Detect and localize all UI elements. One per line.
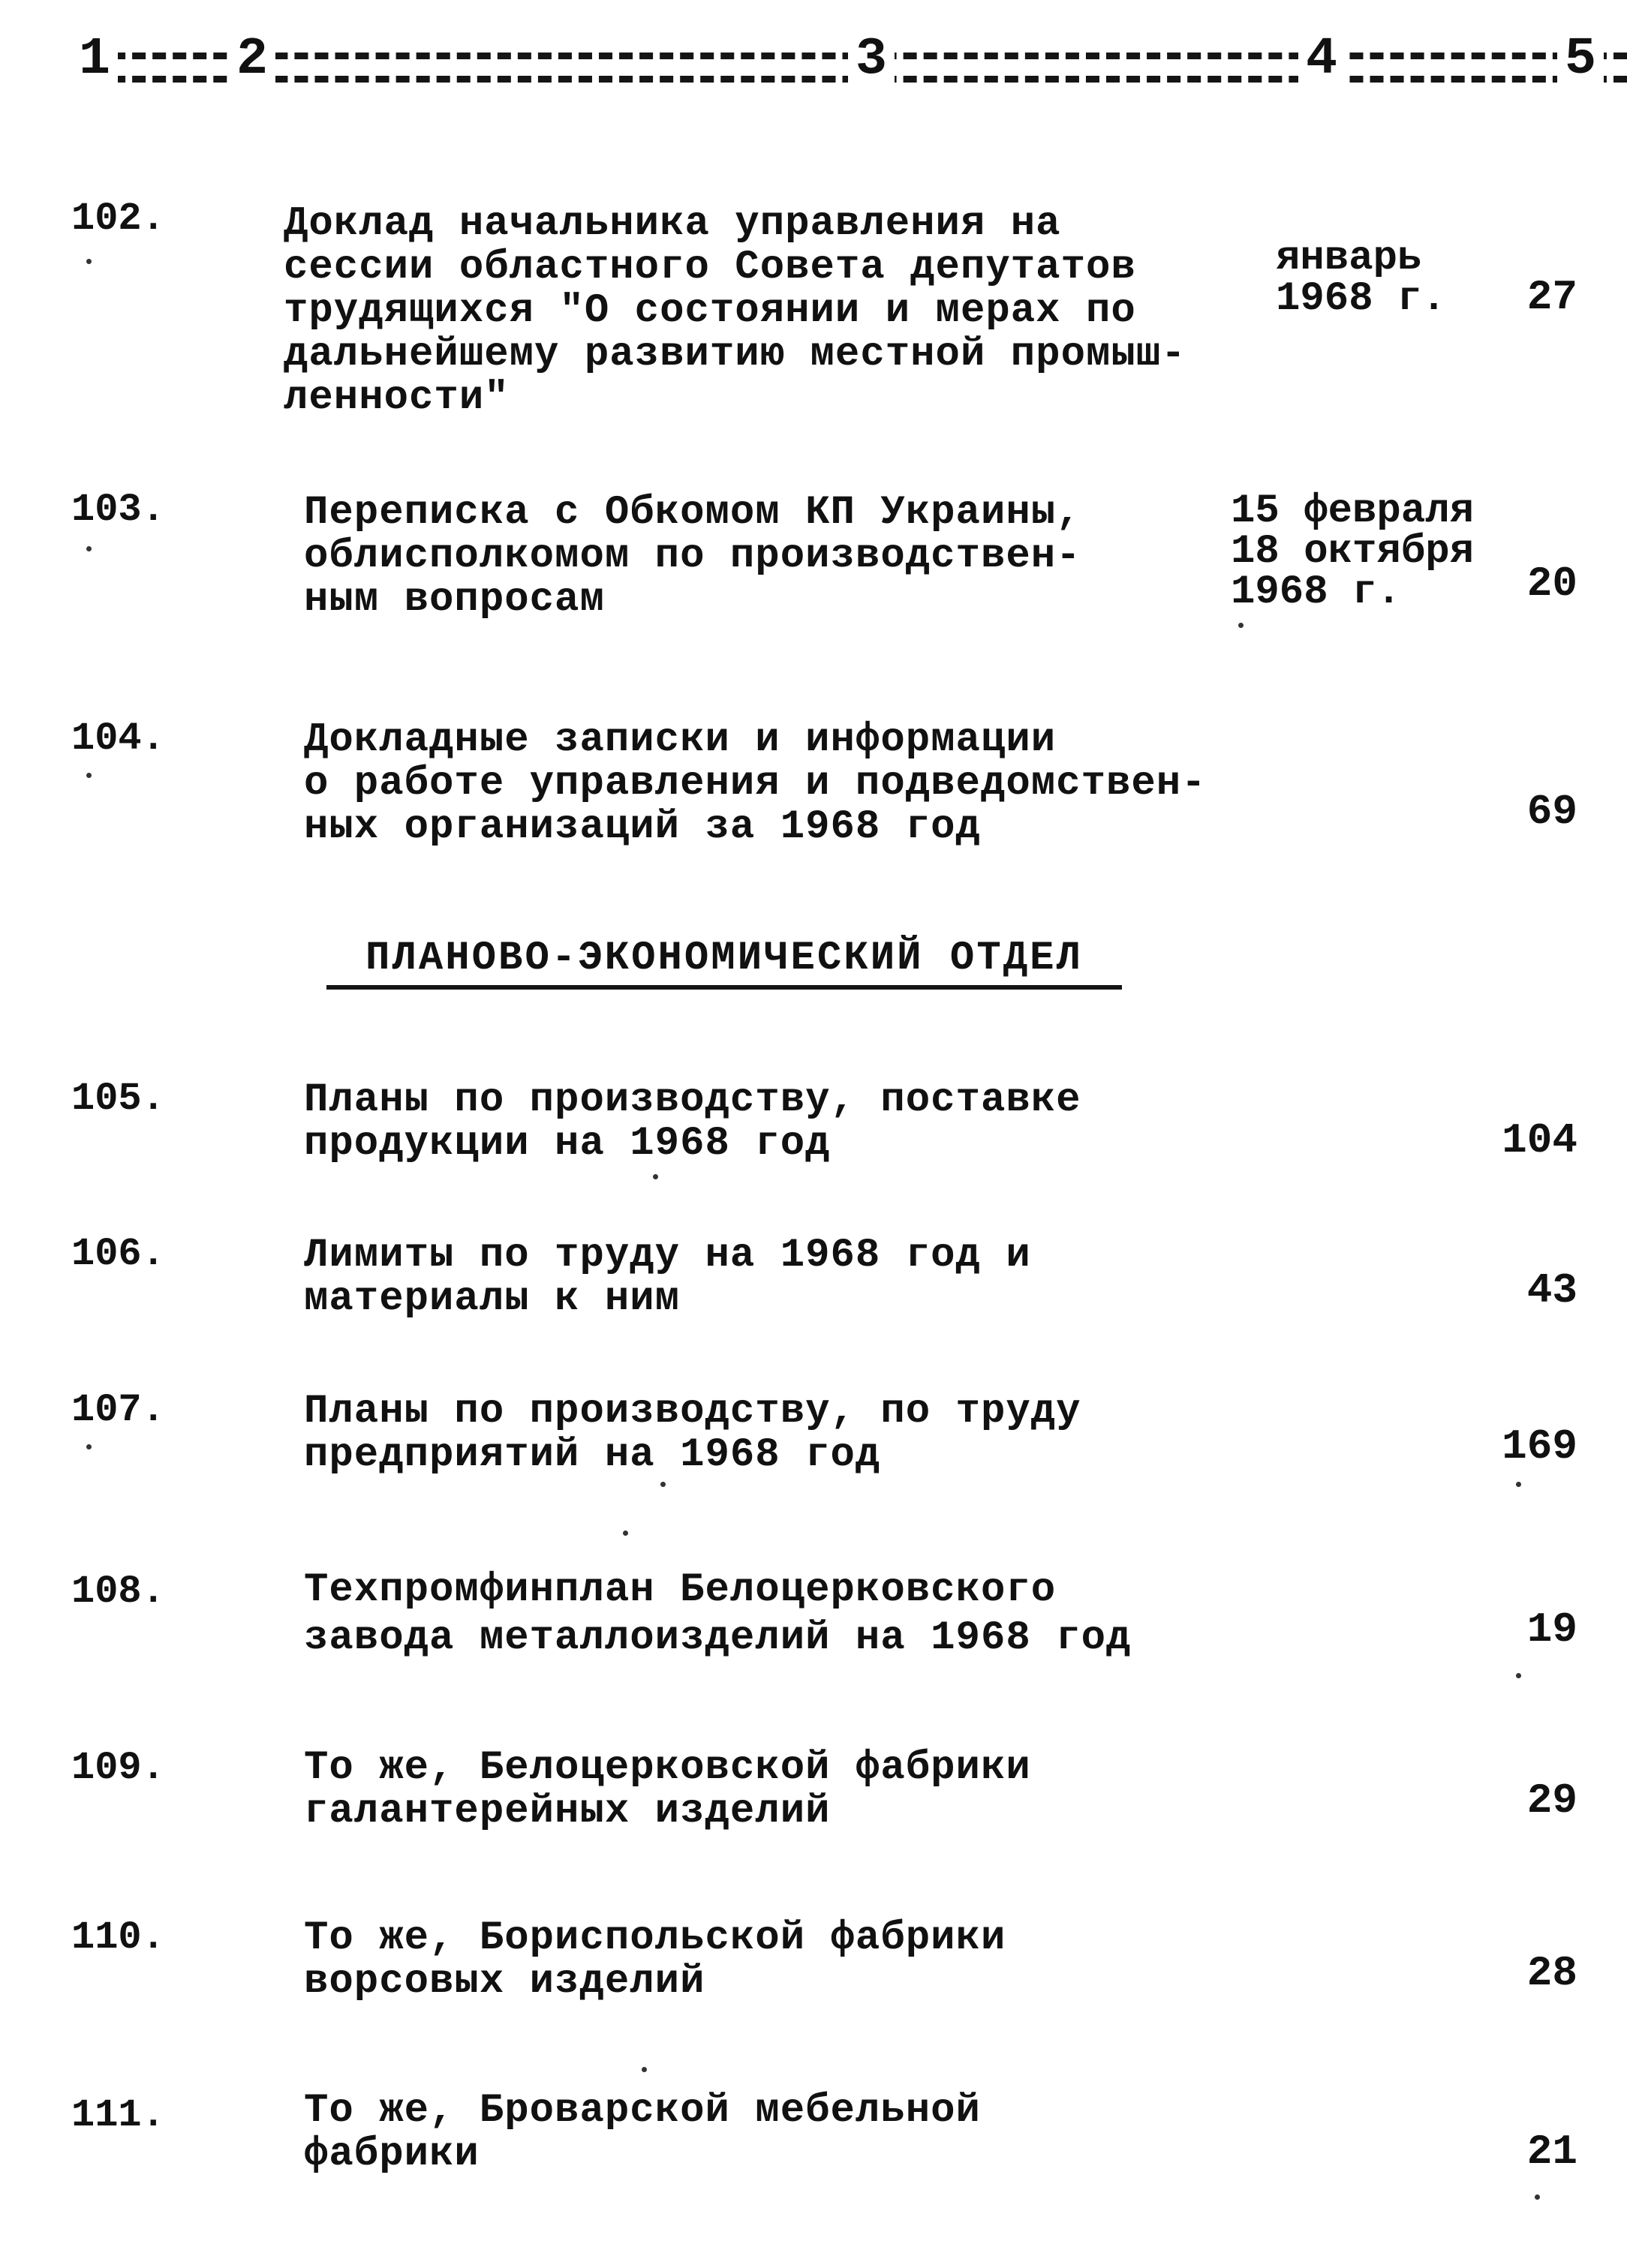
entry-title-line: завода металлоизделий на 1968 год bbox=[304, 1615, 1132, 1661]
entry-date-line: 18 октября bbox=[1231, 529, 1475, 575]
entry-title bbox=[304, 719, 1219, 849]
entry-page-count: 43 bbox=[1526, 1266, 1577, 1314]
entry-title-line: Техпромфинплан Белоцерковского bbox=[304, 1567, 1057, 1613]
entry-title-line: Доклад начальника управления на bbox=[284, 201, 1061, 247]
entry-title bbox=[304, 1747, 1219, 1834]
section-underline bbox=[326, 985, 1122, 990]
entry-page-count: 19 bbox=[1526, 1606, 1577, 1654]
scan-speck bbox=[1516, 1673, 1521, 1678]
entry-title-line: То же, Бориспольской фабрики bbox=[304, 1915, 1006, 1961]
entry-title bbox=[304, 491, 1219, 622]
scan-speck bbox=[86, 546, 92, 551]
entry-page-count: 20 bbox=[1526, 560, 1577, 608]
entry-page-count: 169 bbox=[1502, 1422, 1577, 1470]
entry-title-line: материалы к ним bbox=[304, 1276, 681, 1322]
scan-speck bbox=[1516, 1482, 1521, 1487]
entry-page-count: 21 bbox=[1526, 2128, 1577, 2176]
entry-date-line: 1968 г. bbox=[1276, 276, 1446, 322]
entry-title-line: продукции на 1968 год bbox=[304, 1121, 831, 1167]
scan-speck bbox=[653, 1174, 658, 1179]
entry-title-line: о работе управления и подведомствен- bbox=[304, 761, 1207, 807]
entry-title bbox=[284, 203, 1199, 420]
entry-title-line: То же, Белоцерковской фабрики bbox=[304, 1745, 1031, 1791]
entry-page-count: 104 bbox=[1502, 1116, 1577, 1164]
entry-title-line: Докладные записки и информации bbox=[304, 717, 1057, 763]
scan-speck bbox=[1238, 623, 1244, 628]
entry-title-line: предприятий на 1968 год bbox=[304, 1432, 881, 1478]
scan-speck bbox=[86, 1444, 92, 1449]
column-number-2: 2 bbox=[229, 30, 275, 90]
entry-title-line: галантерейных изделий bbox=[304, 1789, 831, 1834]
entry-number: 107. bbox=[71, 1388, 165, 1432]
entry-title bbox=[304, 1079, 1219, 1166]
entry-page-count: 29 bbox=[1526, 1777, 1577, 1825]
entry-title-line: дальнейшему развитию местной промыш- bbox=[284, 332, 1186, 377]
entry-number: 104. bbox=[71, 716, 165, 761]
scan-speck bbox=[623, 1531, 628, 1536]
entry-page-count: 28 bbox=[1526, 1949, 1577, 1997]
entry-number: 109. bbox=[71, 1746, 165, 1790]
column-number-3: 3 bbox=[848, 30, 895, 90]
entry-number: 103. bbox=[71, 488, 165, 532]
entry-number: 102. bbox=[71, 197, 165, 241]
entry-number: 106. bbox=[71, 1232, 165, 1276]
scan-speck bbox=[86, 773, 92, 778]
entry-title-line: ворсовых изделий bbox=[304, 1959, 705, 2005]
entry-date-line: 1968 г. bbox=[1231, 569, 1401, 615]
scan-speck bbox=[86, 259, 92, 264]
column-number-4: 4 bbox=[1298, 30, 1345, 90]
entry-title-line: трудящихся "О состоянии и мерах по bbox=[284, 288, 1136, 334]
scan-speck bbox=[1535, 2194, 1540, 2200]
entry-title-line: ленности" bbox=[284, 375, 510, 421]
scan-speck bbox=[642, 2067, 647, 2072]
entry-title-line: ным вопросам bbox=[304, 577, 605, 623]
entry-title bbox=[304, 1917, 1219, 2004]
entry-page-count: 69 bbox=[1526, 788, 1577, 836]
entry-number: 108. bbox=[71, 1570, 165, 1614]
entry-title-line: облисполкомом по производствен- bbox=[304, 533, 1081, 579]
column-number-5: 5 bbox=[1557, 30, 1604, 90]
entry-title-line: фабрики bbox=[304, 2131, 480, 2177]
entry-title bbox=[304, 1234, 1219, 1321]
scan-speck bbox=[660, 1482, 666, 1487]
entry-title bbox=[304, 2089, 1219, 2176]
entry-title bbox=[304, 1567, 1219, 1663]
entry-date-line: 15 февраля bbox=[1231, 488, 1475, 534]
entry-number: 110. bbox=[71, 1915, 165, 1960]
entry-title-line: То же, Броварской мебельной bbox=[304, 2088, 981, 2134]
entry-page-count: 27 bbox=[1526, 273, 1577, 321]
entry-number: 105. bbox=[71, 1077, 165, 1121]
column-number-1: 1 bbox=[71, 30, 118, 90]
entry-number: 111. bbox=[71, 2093, 165, 2137]
entry-title-line: Планы по производству, поставке bbox=[304, 1077, 1081, 1123]
section-heading: ПЛАНОВО-ЭКОНОМИЧЕСКИЙ ОТДЕЛ bbox=[365, 936, 1083, 981]
entry-date-line: январь bbox=[1276, 236, 1422, 281]
entry-title-line: Планы по производству, по труду bbox=[304, 1389, 1081, 1434]
entry-title-line: Переписка с Обкомом КП Украины, bbox=[304, 490, 1081, 536]
entry-title-line: ных организаций за 1968 год bbox=[304, 804, 981, 850]
entry-title-line: Лимиты по труду на 1968 год и bbox=[304, 1233, 1031, 1278]
entry-title-line: сессии областного Совета депутатов bbox=[284, 245, 1136, 290]
entry-title bbox=[304, 1390, 1219, 1477]
